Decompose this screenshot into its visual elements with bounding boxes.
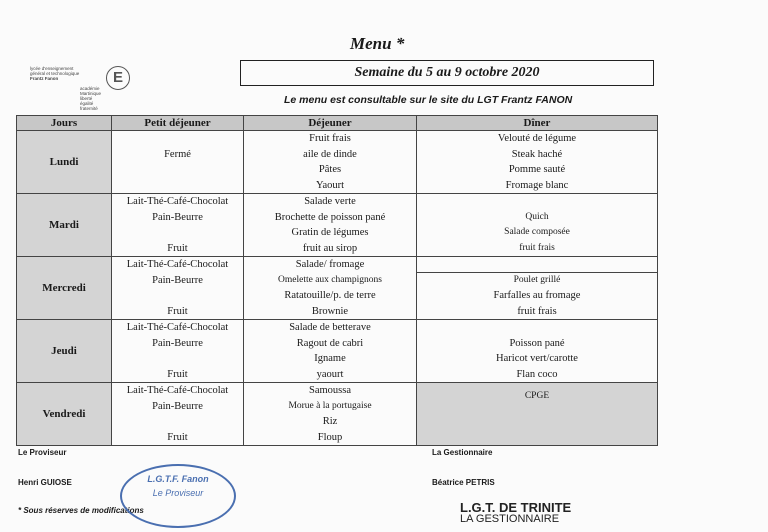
- gestionnaire-stamp: [460, 500, 571, 525]
- lunch-cell: Fruit frais aile de dinde Pâtes Yaourt: [244, 131, 417, 194]
- day-mardi: Mardi: [17, 194, 112, 257]
- day-jeudi: Jeudi: [17, 320, 112, 383]
- stamp2-line: L.G.T. DE TRINITE: [460, 500, 572, 515]
- dinner-cell: Poisson pané Haricot vert/carotte Flan coco: [417, 320, 658, 383]
- logo-line: lycée d'enseignement: [30, 66, 74, 71]
- stamp-text: L.G.T.F. Fanon: [147, 474, 209, 484]
- disclaimer-note: * Sous réserves de modifications: [18, 506, 144, 515]
- menu-title: Menu *: [350, 34, 405, 53]
- lunch-cell: Salade de betterave Ragout de cabri Igname yaourt: [244, 320, 417, 383]
- dinner-cell: Velouté de légume Steak haché Pomme sauté Fromage blanc: [417, 131, 658, 194]
- breakfast-cell: Lait-Thé-Café-Chocolat Pain-Beurre Fruit: [112, 194, 244, 257]
- table-row: [17, 257, 658, 320]
- stamp2-line: LA GESTIONNAIRE: [460, 513, 560, 525]
- dinner-cell: Quich Salade composée fruit frais: [417, 194, 658, 257]
- breakfast-cell: Lait-Thé-Café-Chocolat Pain-Beurre Fruit: [112, 320, 244, 383]
- logo-line: Frantz Fanon: [30, 76, 59, 81]
- logo-small: égalité: [80, 101, 94, 106]
- day-lundi: Lundi: [17, 131, 112, 194]
- day-mercredi: Mercredi: [17, 257, 112, 320]
- website-notice: Le menu est consultable sur le site du LGT Frantz FANON: [284, 94, 573, 106]
- lunch-cell: Salade verte Brochette de poisson pané Gratin de légumes fruit au sirop: [244, 194, 417, 257]
- table-row: [17, 383, 658, 446]
- col-diner: Dîner: [417, 116, 658, 131]
- col-dejeuner: Déjeuner: [244, 116, 417, 131]
- week-label: Semaine du 5 au 9 octobre 2020: [354, 65, 540, 80]
- gestionnaire-title: La Gestionnaire: [432, 448, 493, 457]
- dinner-cell-cpge: CPGE: [417, 383, 658, 446]
- dinner-cell: Poulet grillé Farfalles au fromage fruit frais: [417, 257, 658, 320]
- school-stamp: [120, 464, 236, 528]
- col-jours: Jours: [17, 116, 112, 131]
- logo-small: académie: [80, 86, 100, 91]
- table-row: [17, 194, 658, 257]
- logo-small: fraternité: [80, 106, 98, 111]
- week-banner: [240, 60, 654, 86]
- table-header-row: [17, 116, 658, 131]
- proviseur-title: Le Proviseur: [18, 448, 67, 457]
- breakfast-cell: Lait-Thé-Café-Chocolat Pain-Beurre Fruit: [112, 383, 244, 446]
- day-vendredi: Vendredi: [17, 383, 112, 446]
- stamp-text: Le Proviseur: [152, 488, 204, 498]
- logo-small: Martinique: [80, 91, 102, 96]
- logo-line: général et technologique: [30, 71, 80, 76]
- menu-table: [16, 115, 658, 446]
- school-logo: [14, 66, 134, 112]
- education-logo-icon: E: [106, 66, 130, 90]
- lunch-cell: Samoussa Morue à la portugaise Riz Floup: [244, 383, 417, 446]
- gestionnaire-name: Béatrice PETRIS: [432, 478, 495, 487]
- logo-small: liberté: [80, 96, 93, 101]
- table-row: [17, 320, 658, 383]
- breakfast-cell: Lait-Thé-Café-Chocolat Pain-Beurre Fruit: [112, 257, 244, 320]
- proviseur-name: Henri GUIOSE: [18, 478, 72, 487]
- breakfast-cell: Fermé: [112, 131, 244, 194]
- col-petit-dejeuner: Petit déjeuner: [112, 116, 244, 131]
- table-row: [17, 131, 658, 194]
- lunch-cell: Salade/ fromage Omelette aux champignons Ratatouille/p. de terre Brownie: [244, 257, 417, 320]
